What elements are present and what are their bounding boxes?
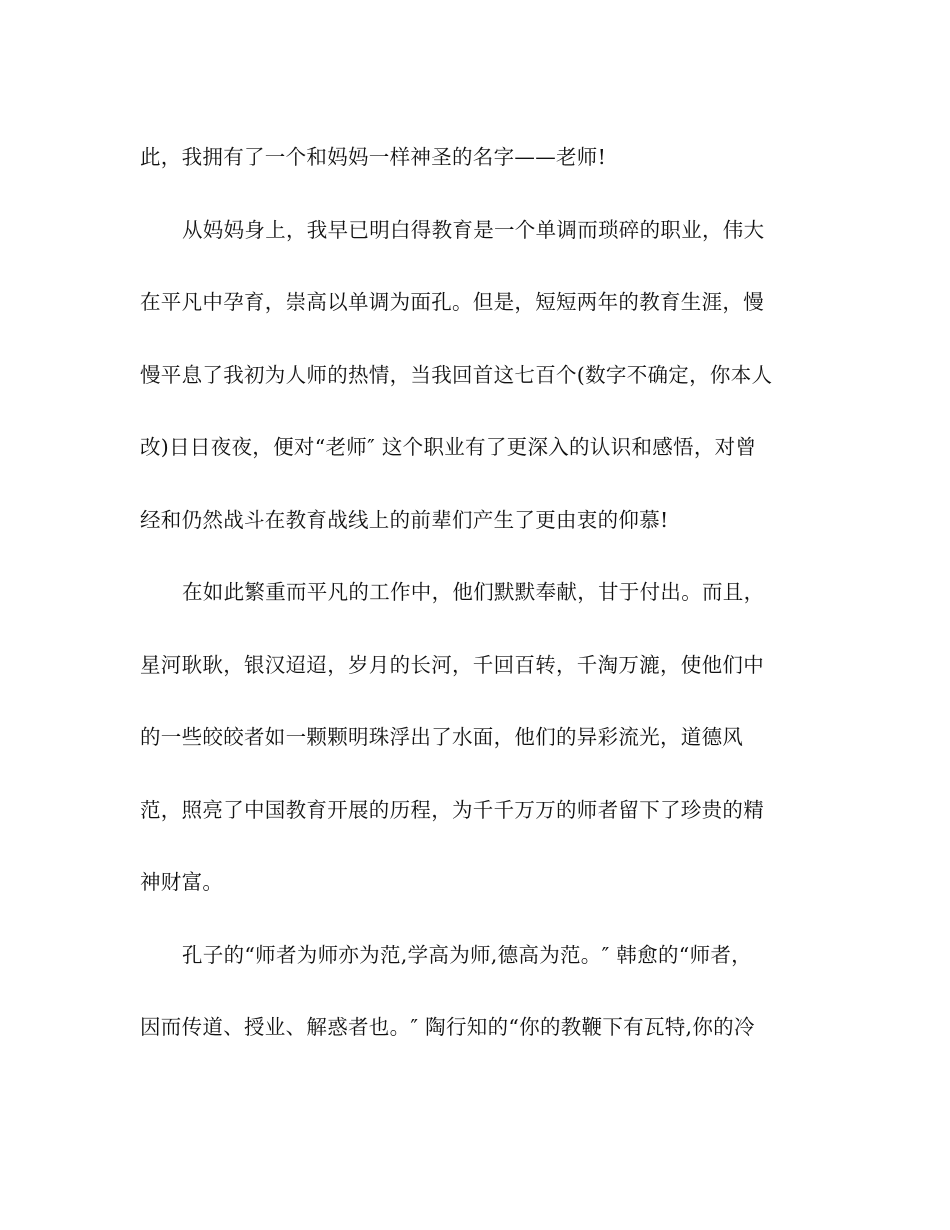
paragraph-first-line: 从妈妈身上，我早已明白得教育是一个单调而琐碎的职业，伟大 [182, 217, 765, 242]
text-line: 经和仍然战斗在教育战线上的前辈们产生了更由衷的仰慕! [140, 507, 669, 532]
text-line: 在平凡中孕育，崇高以单调为面孔。但是，短短两年的教育生涯，慢 [140, 290, 764, 314]
text-line: 的一些皎皎者如一颗颗明珠浮出了水面，他们的异彩流光，道德风 [140, 725, 744, 749]
paragraph-first-line: 孔子的“师者为师亦为范,学高为师,德高为范。″ 韩愈的“师者， [182, 942, 752, 967]
text-line: 此，我拥有了一个和妈妈一样神圣的名字——老师! [140, 145, 607, 169]
paragraph-first-line: 在如此繁重而平凡的工作中，他们默默奉献，甘于付出。而且， [182, 580, 765, 604]
text-line: 因而传道、授业、解惑者也。″ 陶行知的“你的教鞭下有瓦特,你的冷 [140, 1015, 755, 1039]
text-line: 星河耿耿，银汉迢迢，岁月的长河，千回百转，千淘万漉，使他们中 [140, 652, 764, 677]
text-line: 慢平息了我初为人师的热情，当我回首这七百个(数字不确定，你本人 [140, 362, 773, 387]
text-line: 范，照亮了中国教育开展的历程，为千千万万的师者留下了珍贵的精 [140, 797, 764, 822]
document-body [140, 133, 820, 1076]
text-line: 神财富。 [140, 870, 224, 894]
text-line: 改)日日夜夜，便对“老师″ 这个职业有了更深入的认识和感悟，对曾 [140, 435, 757, 459]
